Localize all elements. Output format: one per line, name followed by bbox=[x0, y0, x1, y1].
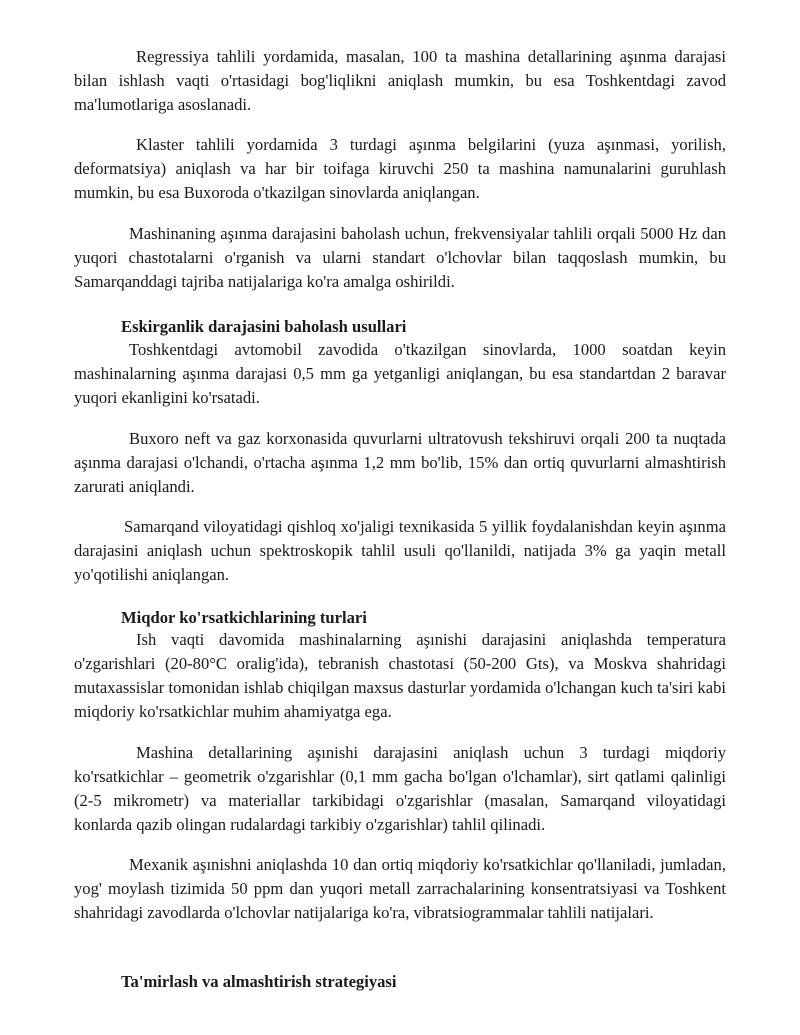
heading-repair-replacement-strategy: Ta'mirlash va almashtirish strategiyasi bbox=[121, 972, 397, 991]
paragraph-regression-analysis: Regressiya tahlili yordamida, masalan, 100 ta mashina detallarining aşınma darajasi bilan ishlash vaqti o'rtasidagi bog'liqlikni aniqlash mumkin, bu esa Toshkentdagi zavod ma'lumotlariga asoslanadi. bbox=[74, 47, 726, 114]
paragraph-frequency-analysis: Mashinaning aşınma darajasini baholash uchun, frekvensiyalar tahlili orqali 5000 Hz dan yuqori chastotalarni o'rganish va ularni standart o'lchovlar bilan taqqoslash mumkin, bu Samarqanddagi tajriba natijalariga ko'ra amalga oshirildi. bbox=[74, 224, 726, 291]
paragraph-samarkand-agriculture: Samarqand viloyatidagi qishloq xo'jaligi texnikasida 5 yillik foydalanishdan keyin aşınma darajasini aniqlash uchun spektroskopik tahlil usuli qo'llanildi, natijada 3% ga yaqin metall yo'qotilishi aniqlangan. bbox=[74, 517, 726, 584]
paragraph-detail-wear-indicators: Mashina detallarining aşınishi darajasini aniqlash uchun 3 turdagi miqdoriy ko'rsatkichlar – geometrik o'zgarishlar (0,1 mm gacha bo'lgan o'lchamlar), sirt qatlami qalinligi (2-5 mikrometr) va materiallar tarkibidagi o'zgarishlar (masalan, Samarqand viloyatidagi konlarda qazib olingan rudalardagi tarkibiy o'zgarishlar) tahlil qilinadi. bbox=[74, 743, 726, 834]
heading-wear-assessment-methods: Eskirganlik darajasini baholash usullari bbox=[121, 317, 407, 336]
paragraph-mechanical-wear: Mexanik aşınishni aniqlashda 10 dan ortiq miqdoriy ko'rsatkichlar qo'llaniladi, jumladan, yog' moylash tizimida 50 ppm dan yuqori metall zarrachalarining konsentratsiyasi va Toshkent shahridagi zavodlarda o'lchovlar natijalariga ko'ra, vibratsiogrammalar tahlili natijalari. bbox=[74, 855, 726, 922]
paragraph-cluster-analysis: Klaster tahlili yordamida 3 turdagi aşınma belgilarini (yuza aşınmasi, yorilish, deformatsiya) aniqlash va har bir toifaga kiruvchi 250 ta mashina namunalarini guruhlash mumkin, bu esa Buxoroda o'tkazilgan sinovlarda aniqlangan. bbox=[74, 135, 726, 202]
paragraph-bukhara-pipelines: Buxoro neft va gaz korxonasida quvurlarni ultratovush tekshiruvi orqali 200 ta nuqtada aşınma darajasi o'lchandi, o'rtacha aşınma 1,2 mm bo'lib, 15% dan ortiq quvurlarni almashtirish zarurati aniqlandi. bbox=[74, 429, 726, 496]
heading-quantitative-indicators: Miqdor ko'rsatkichlarining turlari bbox=[121, 608, 367, 627]
paragraph-working-time-indicators: Ish vaqti davomida mashinalarning aşınishi darajasini aniqlashda temperatura o'zgarishlari (20-80°C oralig'ida), tebranish chastotasi (50-200 Gts), va Moskva shahridagi mutaxassislar tomonidan ishlab chiqilgan maxsus dasturlar yordamida o'lchangan kuch ta'siri kabi miqdoriy ko'rsatkichlar muhim ahamiyatga ega. bbox=[74, 630, 726, 721]
paragraph-tashkent-tests: Toshkentdagi avtomobil zavodida o'tkazilgan sinovlarda, 1000 soatdan keyin mashinalarning aşınma darajasi 0,5 mm ga yetganligi aniqlangan, bu esa standartdan 2 baravar yuqori ekanligini ko'rsatadi. bbox=[74, 340, 726, 407]
